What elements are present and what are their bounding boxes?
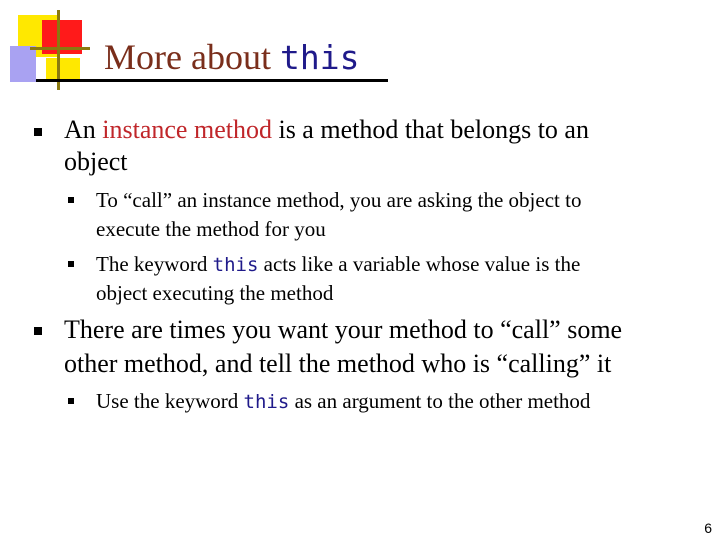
bullet-2-line-2: other method, and tell the method who is “calling” it — [64, 349, 612, 378]
sub-bullet-1-2-line-2: object executing the method — [96, 281, 334, 305]
sub-bullet-1-2-post: acts like a variable whose value is the — [258, 252, 581, 276]
sub-bullet-2-1-pre: Use the keyword — [96, 389, 244, 413]
sub-bullet-2-1-line-1 — [96, 387, 590, 417]
bullet-1-square-icon — [34, 128, 42, 136]
sub-bullet-1-2-square-icon — [68, 261, 74, 267]
logo-violet-square — [10, 46, 36, 82]
title-code: this — [279, 38, 360, 77]
title-text: More about — [104, 37, 280, 77]
bullet-1-pre: An — [64, 115, 103, 144]
bullet-1-line-2: object — [64, 147, 128, 176]
sub-bullet-2-1-code: this — [243, 391, 290, 413]
slide-title — [104, 36, 359, 79]
page-number: 6 — [704, 520, 712, 536]
bullet-1-post: is a method that belongs to an — [271, 115, 589, 144]
bullet-2-line-1: There are times you want your method to “call” some — [64, 315, 623, 344]
sub-bullet-1-1-square-icon — [68, 197, 74, 203]
sub-bullet-2-1-square-icon — [68, 398, 74, 404]
sub-bullet-1-1-line-2: execute the method for you — [96, 217, 326, 241]
sub-bullet-2-1-post: as an argument to the other method — [289, 389, 591, 413]
sub-bullet-1-2-line-1 — [96, 250, 580, 280]
title-underline — [36, 79, 388, 82]
logo-horizontal-line — [30, 47, 90, 50]
bullet-1-accent: instance method — [102, 115, 272, 144]
bullet-1-line-1 — [64, 114, 589, 146]
sub-bullet-1-1-line-1: To “call” an instance method, you are asking the object to — [96, 188, 582, 212]
bullet-2-square-icon — [34, 327, 42, 335]
sub-bullet-1-2-pre: The keyword — [96, 252, 213, 276]
sub-bullet-1-2-code: this — [212, 254, 259, 276]
